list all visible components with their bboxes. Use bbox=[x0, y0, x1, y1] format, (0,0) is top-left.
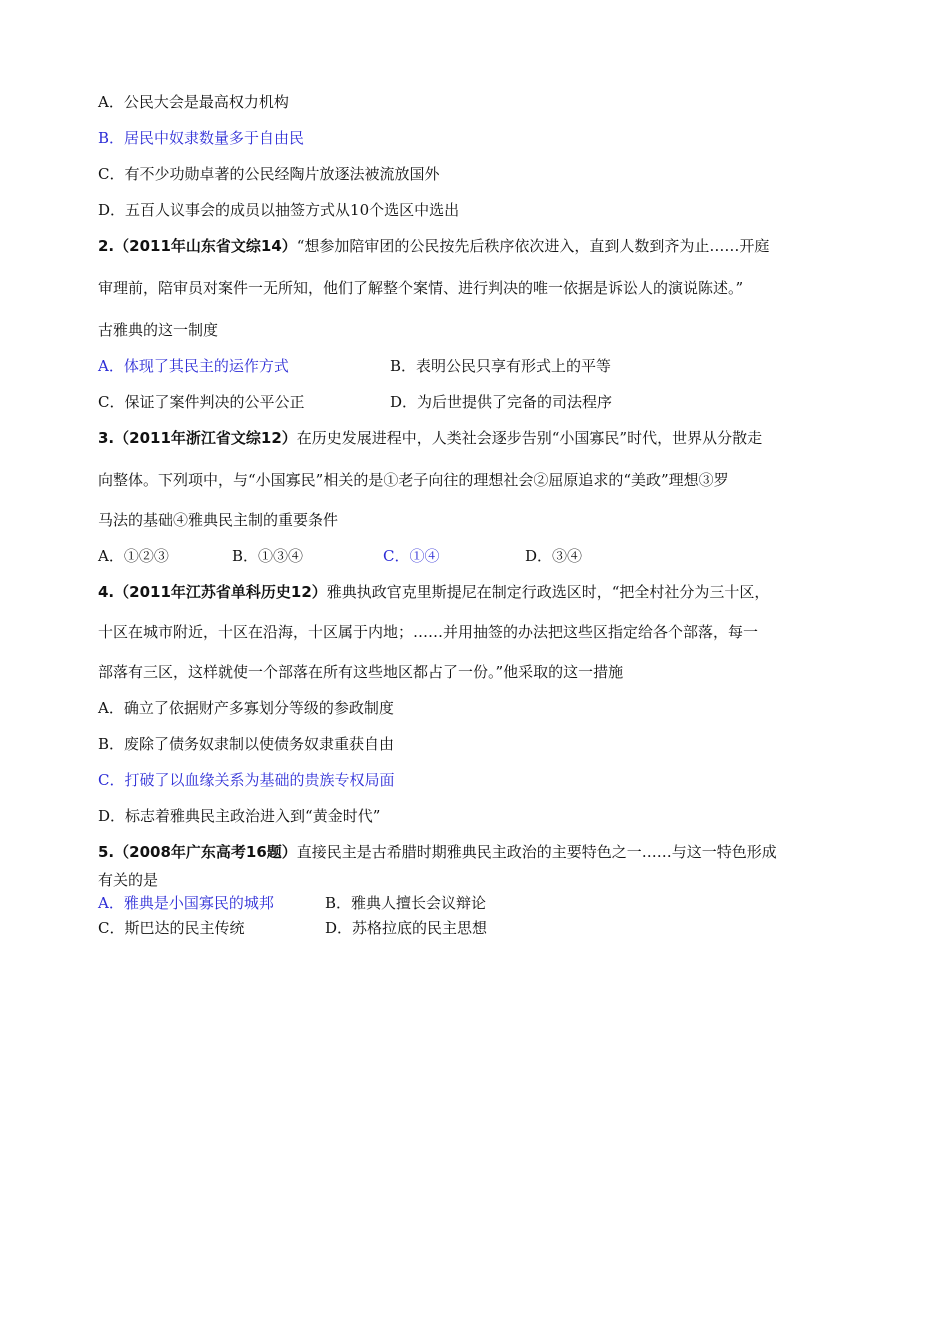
q3-heading: 3.（2011年浙江省文综12） bbox=[98, 429, 297, 447]
q5-stem-line-1 bbox=[98, 842, 777, 862]
q2-option-d: D．为后世提供了完备的司法程序 bbox=[390, 393, 613, 411]
q4-stem-text: 雅典执政官克里斯提尼在制定行政选区时，“把全村社分为三十区， bbox=[326, 583, 770, 601]
q5-option-b: B．雅典人擅长会议辩论 bbox=[325, 894, 487, 912]
q2-stem-line-2: 审理前，陪审员对案件一无所知，他们了解整个案情、进行判决的唯一依据是诉讼人的演说陈述。” bbox=[98, 279, 744, 297]
q1-option-c: C．有不少功勋卓著的公民经陶片放逐法被流放国外 bbox=[98, 165, 440, 183]
q2-stem-line-1 bbox=[98, 236, 769, 256]
q4-stem-line-2: 十区在城市附近，十区在沿海，十区属于内地；……并用抽签的办法把这些区指定给各个部落，每一 bbox=[98, 623, 759, 641]
q3-option-a: A．①②③ bbox=[98, 547, 169, 565]
q5-stem-line-2: 有关的是 bbox=[98, 871, 159, 889]
q3-option-c: C．①④ bbox=[383, 547, 440, 565]
q2-heading: 2.（2011年山东省文综14） bbox=[98, 237, 297, 255]
q3-stem-line-2: 向整体。下列项中，与“小国寡民”相关的是①老子向往的理想社会②屈原追求的“美政”理想③罗 bbox=[98, 471, 729, 489]
q2-stem-text: “想参加陪审团的公民按先后秩序依次进入，直到人数到齐为止……开庭 bbox=[296, 237, 770, 255]
q3-stem-line-1 bbox=[98, 428, 762, 448]
q5-option-d: D．苏格拉底的民主思想 bbox=[325, 919, 488, 937]
q3-option-b: B．①③④ bbox=[232, 547, 304, 565]
q2-option-a: A．体现了其民主的运作方式 bbox=[98, 357, 289, 375]
q5-option-a: A．雅典是小国寡民的城邦 bbox=[98, 894, 274, 912]
q3-stem-text: 在历史发展进程中，人类社会逐步告别“小国寡民”时代，世界从分散走 bbox=[296, 429, 763, 447]
q3-option-d: D．③④ bbox=[525, 547, 583, 565]
q4-option-b: B．废除了债务奴隶制以使债务奴隶重获自由 bbox=[98, 735, 395, 753]
q2-option-b: B．表明公民只享有形式上的平等 bbox=[390, 357, 612, 375]
q1-option-d: D．五百人议事会的成员以抽签方式从10个选区中选出 bbox=[98, 201, 460, 219]
q4-option-a: A．确立了依据财产多寡划分等级的参政制度 bbox=[98, 699, 394, 717]
q5-heading: 5.（2008年广东高考16题） bbox=[98, 843, 297, 861]
q4-stem-line-3: 部落有三区，这样就使一个部落在所有这些地区都占了一份。”他采取的这一措施 bbox=[98, 663, 624, 681]
q1-option-b: B．居民中奴隶数量多于自由民 bbox=[98, 129, 305, 147]
q5-stem-text: 直接民主是古希腊时期雅典民主政治的主要特色之一……与这一特色形成 bbox=[296, 843, 777, 861]
q4-option-c: C．打破了以血缘关系为基础的贵族专权局面 bbox=[98, 771, 395, 789]
q4-option-d: D．标志着雅典民主政治进入到“黄金时代” bbox=[98, 807, 381, 825]
q3-stem-line-3: 马法的基础④雅典民主制的重要条件 bbox=[98, 511, 339, 529]
q2-stem-line-3: 古雅典的这一制度 bbox=[98, 321, 219, 339]
q5-option-c: C．斯巴达的民主传统 bbox=[98, 919, 245, 937]
q2-option-c: C．保证了案件判决的公平公正 bbox=[98, 393, 305, 411]
q4-stem-line-1 bbox=[98, 582, 769, 602]
q4-heading: 4.（2011年江苏省单科历史12） bbox=[98, 583, 327, 601]
q1-option-a: A．公民大会是最高权力机构 bbox=[98, 93, 289, 111]
